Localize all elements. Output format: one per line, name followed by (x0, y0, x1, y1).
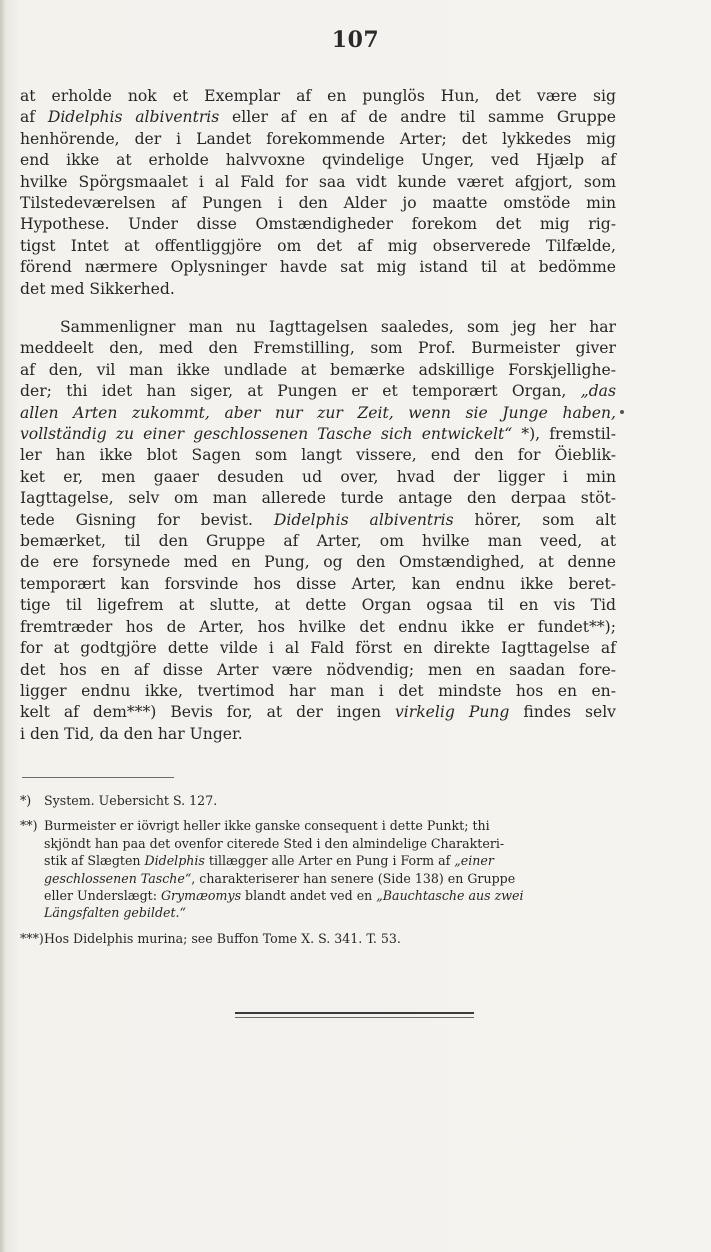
text-line: de ere forsynede med en Pung, og den Omstændighed, at denne (20, 553, 616, 572)
footnote-line: skjöndt han paa det ovenfor citerede Sted i den almindelige Charakteri- (44, 835, 505, 851)
text-line: Hypothese. Under disse Omstændigheder forekom det mig rig- (20, 215, 616, 234)
italic-run: Didelphis (144, 853, 205, 869)
italic-run: vollständig zu einer geschlossenen Tasche sich entwickelt“ (20, 425, 513, 444)
text-run: der; thi idet han siger, at Pungen er et temporært Organ, (20, 382, 581, 401)
text-run: tede Gisning for bevist. (20, 510, 274, 529)
text-line: meddeelt den, med den Fremstilling, som Prof. Burmeister giver (20, 339, 616, 358)
paragraph-2 (20, 317, 616, 745)
text-line: af den, vil man ikke undlade at bemærke adskillige Forskjellighe- (20, 360, 616, 379)
page-number: 107 (331, 27, 380, 53)
text-run: kelt af dem***) Bevis for, at der ingen (20, 703, 395, 722)
ink-speck (620, 410, 624, 414)
italic-run: „einer (454, 853, 494, 869)
italic-run: Didelphis albiventris (47, 108, 220, 127)
footnote-line (20, 817, 616, 834)
text-line: hvilke Spörgsmaalet i al Fald for saa vidt kunde været afgjort, som (20, 172, 616, 191)
text-run: blandt andet ved en (241, 888, 377, 904)
italic-run: Didelphis albiventris (273, 510, 454, 529)
text-line: ler han ikke blot Sagen som langt vissere, end den for Öieblik- (20, 446, 616, 465)
text-line (20, 107, 616, 128)
italic-run: allen Arten zukommt, aber nur zur Zeit, wenn sie Junge haben, (20, 403, 616, 422)
footnote-text: System. Uebersicht S. 127. (44, 793, 218, 808)
footnote-line (20, 904, 616, 921)
footnote (20, 817, 616, 921)
footnote-marker: *) (20, 793, 32, 808)
text-line: det med Sikkerhed. (20, 279, 175, 298)
italic-run: „das (580, 382, 616, 401)
footnote (20, 930, 616, 947)
footnote-text: Hos Didelphis murina; see Buffon Tome X. S. 341. T. 53. (44, 930, 401, 946)
text-line (20, 510, 616, 531)
footnote-marker: ***) (20, 930, 44, 946)
text-line: tigst Intet at offentliggjöre om det af mig observerede Tilfælde, (20, 236, 616, 255)
text-line: förend nærmere Oplysninger havde sat mig istand til at bedömme (20, 258, 616, 277)
text-line (20, 403, 616, 424)
text-line: henhörende, der i Landet forekommende Arter; det lykkedes mig (20, 129, 616, 148)
italic-run: „Bauchtasche aus zwei (376, 888, 524, 904)
text-line: det hos en af disse Arter være nödvendig; men en saadan fore- (20, 660, 616, 679)
italic-run: geschlossenen Tasche“ (44, 870, 192, 886)
text-line: i den Tid, da den har Unger. (20, 724, 243, 743)
italic-run: virkelig Pung (394, 703, 510, 722)
text-line: ligger endnu ikke, tvertimod har man i det mindste hos en en- (20, 681, 616, 700)
text-run: hörer, som alt (453, 510, 616, 529)
text-line (20, 424, 616, 445)
binding-shadow (0, 0, 6, 1252)
text-run: af (20, 108, 48, 127)
italic-run: Grymæomys (160, 888, 242, 904)
text-line: Sammenligner man nu Iagttagelsen saaledes, som jeg her har (60, 318, 616, 336)
footnote-line (20, 852, 616, 869)
footnotes (20, 792, 616, 955)
text-run: eller Underslægt: (44, 888, 161, 904)
text-line: tige til ligefrem at slutte, at dette Organ ogsaa til en vis Tid (20, 596, 616, 615)
text-run: , charakteriserer han senere (Side 138) en Gruppe (191, 870, 516, 886)
text-run: stik af Slægten (44, 853, 145, 869)
text-run: *), fremstil- (512, 425, 616, 444)
text-line (20, 381, 616, 402)
text-line: bemærket, til den Gruppe af Arter, om hvilke man veed, at (20, 532, 616, 551)
text-line: Iagttagelse, selv om man allerede turde antage den derpaa stöt- (20, 489, 616, 508)
paragraph-1 (20, 86, 616, 300)
text-line: temporært kan forsvinde hos disse Arter, kan endnu ikke beret- (20, 574, 616, 593)
footnote (20, 792, 616, 809)
footnote-text: Burmeister er iövrigt heller ikke ganske consequent i dette Punkt; thi (44, 818, 490, 834)
text-run: eller af en af de andre til samme Gruppe (219, 108, 616, 127)
footnote-marker: **) (20, 818, 38, 834)
text-line: Tilstedeværelsen af Pungen i den Alder jo maatte omstöde min (20, 194, 616, 213)
footnote-line (20, 887, 616, 904)
text-line: at erholde nok et Exemplar af en punglös Hun, det være sig (20, 87, 616, 105)
footnote-separator (22, 777, 174, 778)
text-line: for at godtgjöre dette vilde i al Fald först en direkte Iagttagelse af (20, 639, 616, 658)
italic-run: Längsfalten gebildet.“ (44, 905, 186, 921)
text-line: ket er, men gaaer desuden ud over, hvad der ligger i min (20, 467, 616, 486)
footnote-line (20, 870, 616, 887)
end-ornament-rule (235, 1012, 474, 1020)
text-line: fremtræder hos de Arter, hos hvilke det endnu ikke er fundet**); (20, 617, 616, 636)
footnote-line (20, 930, 616, 947)
text-line (20, 702, 616, 723)
text-line: end ikke at erholde halvvoxne qvindelige Unger, ved Hjælp af (20, 151, 616, 170)
text-run: findes selv (509, 703, 616, 722)
footnote-line (20, 792, 616, 809)
text-run: tillægger alle Arter en Pung i Form af (204, 853, 455, 869)
